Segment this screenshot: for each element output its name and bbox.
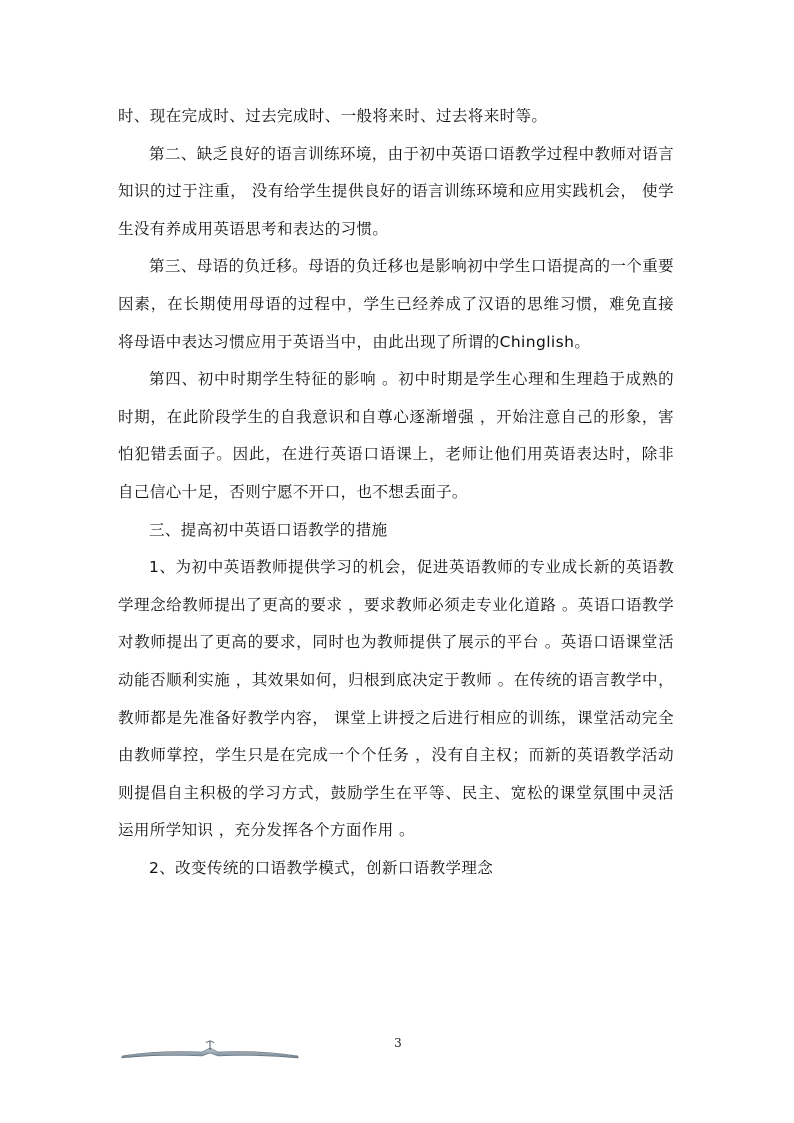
- paragraph-4: 第四、初中时期学生特征的影响 。初中时期是学生心理和生理趋于成熟的时期，在此阶段学生的自我意识和自尊心逐渐增强 ，开始注意自己的形象，害怕犯错丢面子。因此，在进行英语口语课上，老师让他们用英语表达时，除非自己信心十足，否则宁愿不开口，也不想丢面子。: [118, 370, 674, 501]
- paragraph-7: 2、改变传统的口语教学模式，创新口语教学理念: [149, 858, 494, 877]
- document-body: [118, 98, 674, 887]
- paragraph-6: 1、为初中英语教师提供学习的机会，促进英语教师的专业成长新的英语教学理念给教师提出了更高的要求 ，要求教师必须走专业化道路 。英语口语教学对教师提出了更高的要求，同时也为教师提供了展示的平台 。英语口语课堂活动能否顺利实施 ，其效果如何，归根到底决定于教师 。在传统的语言教学中，教师都是先准备好教学内容， 课堂上讲授之后进行相应的训练，课堂活动完全由教师掌控，学生只是在完成一个个任务 ，没有自主权；而新的英语教学活动则提倡自主积极的学习方式，鼓励学生在平等、民主、宽松的课堂氛围中灵活运用所学知识 ，充分发挥各个方面作用 。: [118, 558, 674, 840]
- paragraph-3: 第三、母语的负迁移。母语的负迁移也是影响初中学生口语提高的一个重要因素，在长期使用母语的过程中，学生已经养成了汉语的思维习惯，难免直接将母语中表达习惯应用于英语当中，由此出现了所谓的Chinglish。: [118, 257, 674, 351]
- paragraph-1: 时、现在完成时、过去完成时、一般将来时、过去将来时等。: [118, 107, 548, 125]
- page-number: 3: [394, 1036, 402, 1050]
- section-heading: 三、提高初中英语口语教学的措施: [149, 520, 388, 539]
- open-book-icon: [118, 1038, 302, 1060]
- paragraph-2: 第二、缺乏良好的语言训练环境，由于初中英语口语教学过程中教师对语言知识的过于注重， 没有给学生提供良好的语言训练环境和应用实践机会， 使学生没有养成用英语思考和表达的习惯。: [118, 144, 674, 238]
